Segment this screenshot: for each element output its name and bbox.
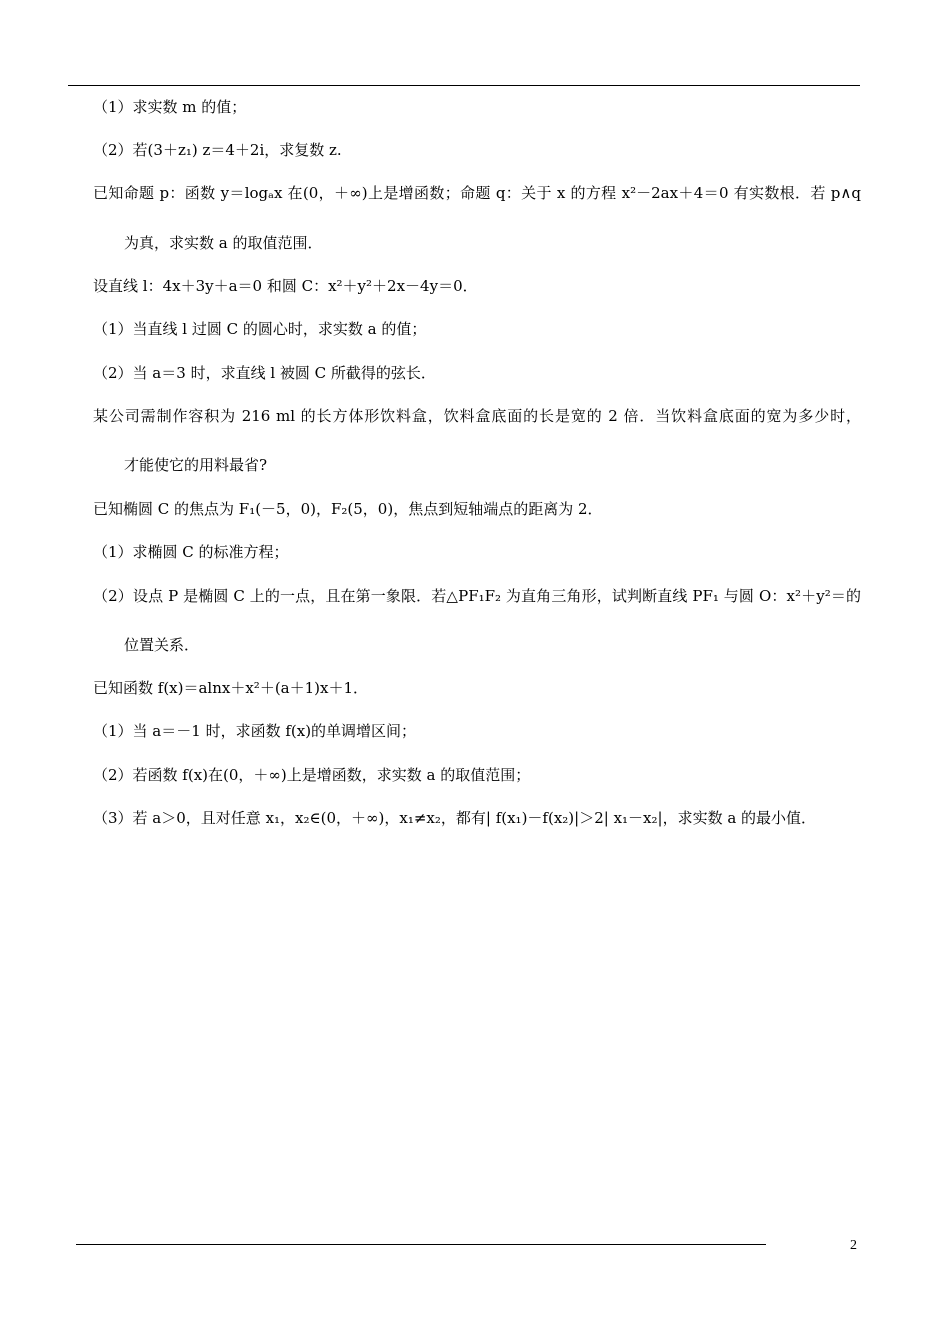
text-line-15: （1）当 a＝－1 时，求函数 f(x)的单调增区间； (93, 722, 417, 740)
text-line-6: （1）当直线 l 过圆 C 的圆心时，求实数 a 的值； (93, 320, 427, 338)
text-line-5: 设直线 l：4x＋3y＋a＝0 和圆 C：x²＋y²＋2x－4y＝0． (93, 277, 478, 295)
header-rule (68, 85, 860, 86)
text-line-2: （2）若(3＋z₁) z＝4＋2i，求复数 z. (93, 141, 342, 159)
page-number: 2 (850, 1238, 857, 1253)
footer-rule (76, 1244, 766, 1245)
text-line-16: （2）若函数 f(x)在(0，＋∞)上是增函数，求实数 a 的取值范围； (93, 766, 531, 784)
text-line-12: （2）设点 P 是椭圆 C 上的一点，且在第一象限．若△PF₁F₂ 为直角三角形，试判断直线 PF₁ 与圆 O：x²＋y²＝的 (93, 587, 861, 605)
text-line-8: 某公司需制作容积为 216 ml 的长方体形饮料盒，饮料盒底面的长是宽的 2 倍．当饮料盒底面的宽为多少时， (93, 407, 861, 425)
text-line-14: 已知函数 f(x)＝alnx＋x²＋(a＋1)x＋1． (93, 679, 369, 697)
text-line-17: （3）若 a＞0，且对任意 x₁，x₂∈(0，＋∞)，x₁≠x₂，都有| f(x₁)－f(x₂)|＞2| x₁－x₂|，求实数 a 的最小值． (93, 809, 817, 827)
text-line-1: （1）求实数 m 的值； (93, 98, 247, 116)
text-line-7: （2）当 a＝3 时，求直线 l 被圆 C 所截得的弦长． (93, 364, 436, 382)
text-line-11: （1）求椭圆 C 的标准方程； (93, 543, 289, 561)
text-line-4: 为真，求实数 a 的取值范围． (124, 234, 323, 252)
text-line-9: 才能使它的用料最省? (124, 456, 268, 474)
text-line-13: 位置关系． (124, 636, 200, 654)
text-line-3: 已知命题 p：函数 y＝logₐx 在(0，＋∞)上是增函数；命题 q：关于 x 的方程 x²－2ax＋4＝0 有实数根．若 p∧q (93, 184, 861, 202)
text-line-10: 已知椭圆 C 的焦点为 F₁(－5，0)，F₂(5，0)，焦点到短轴端点的距离为 2． (93, 500, 603, 518)
